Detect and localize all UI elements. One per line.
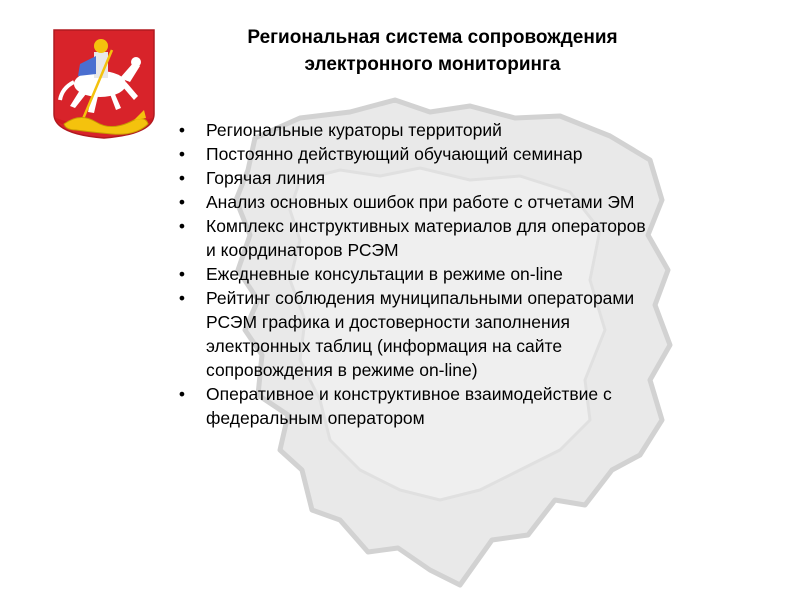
list-item <box>172 214 732 262</box>
title-line-2: электронного мониторинга <box>304 54 561 75</box>
page-title <box>205 24 660 78</box>
list-item-text: Региональные кураторы территорий <box>206 120 502 140</box>
bullet-marker: • <box>178 288 186 308</box>
list-item-text: электронных таблиц (информация на сайте <box>206 336 563 356</box>
list-item-text: Горячая линия <box>206 168 326 188</box>
list-item-text: федеральным оператором <box>206 408 425 428</box>
bullet-marker: • <box>178 192 186 212</box>
list-item-text: Постоянно действующий обучающий семинар <box>206 144 583 164</box>
bullet-marker: • <box>178 264 186 284</box>
list-item-text: Рейтинг соблюдения муниципальными операторами <box>206 288 635 308</box>
bullet-marker: • <box>178 384 186 404</box>
bullet-marker: • <box>178 144 186 164</box>
bullet-marker: • <box>178 216 186 236</box>
moscow-oblast-coat-of-arms-icon <box>50 26 158 140</box>
list-item-text: Ежедневные консультации в режиме on-line <box>206 264 563 284</box>
list-item-text: Анализ основных ошибок при работе с отчетами ЭМ <box>206 192 635 212</box>
list-item-text: РСЭМ графика и достоверности заполнения <box>206 312 570 332</box>
list-item-text: и координаторов РСЭМ <box>206 240 399 260</box>
bullet-list <box>172 118 732 430</box>
bullet-marker: • <box>178 168 186 188</box>
list-item <box>172 262 732 286</box>
list-item <box>172 286 732 382</box>
list-item-text: сопровождения в режиме on-line) <box>206 360 478 380</box>
list-item-text: Комплекс инструктивных материалов для операторов <box>206 216 646 236</box>
list-item-text: Оперативное и конструктивное взаимодействие с <box>206 384 612 404</box>
list-item <box>172 142 732 166</box>
list-item <box>172 118 732 142</box>
list-item <box>172 382 732 430</box>
list-item <box>172 190 732 214</box>
title-line-1: Региональная система сопровождения <box>247 27 618 48</box>
list-item <box>172 166 732 190</box>
bullet-marker: • <box>178 120 186 140</box>
